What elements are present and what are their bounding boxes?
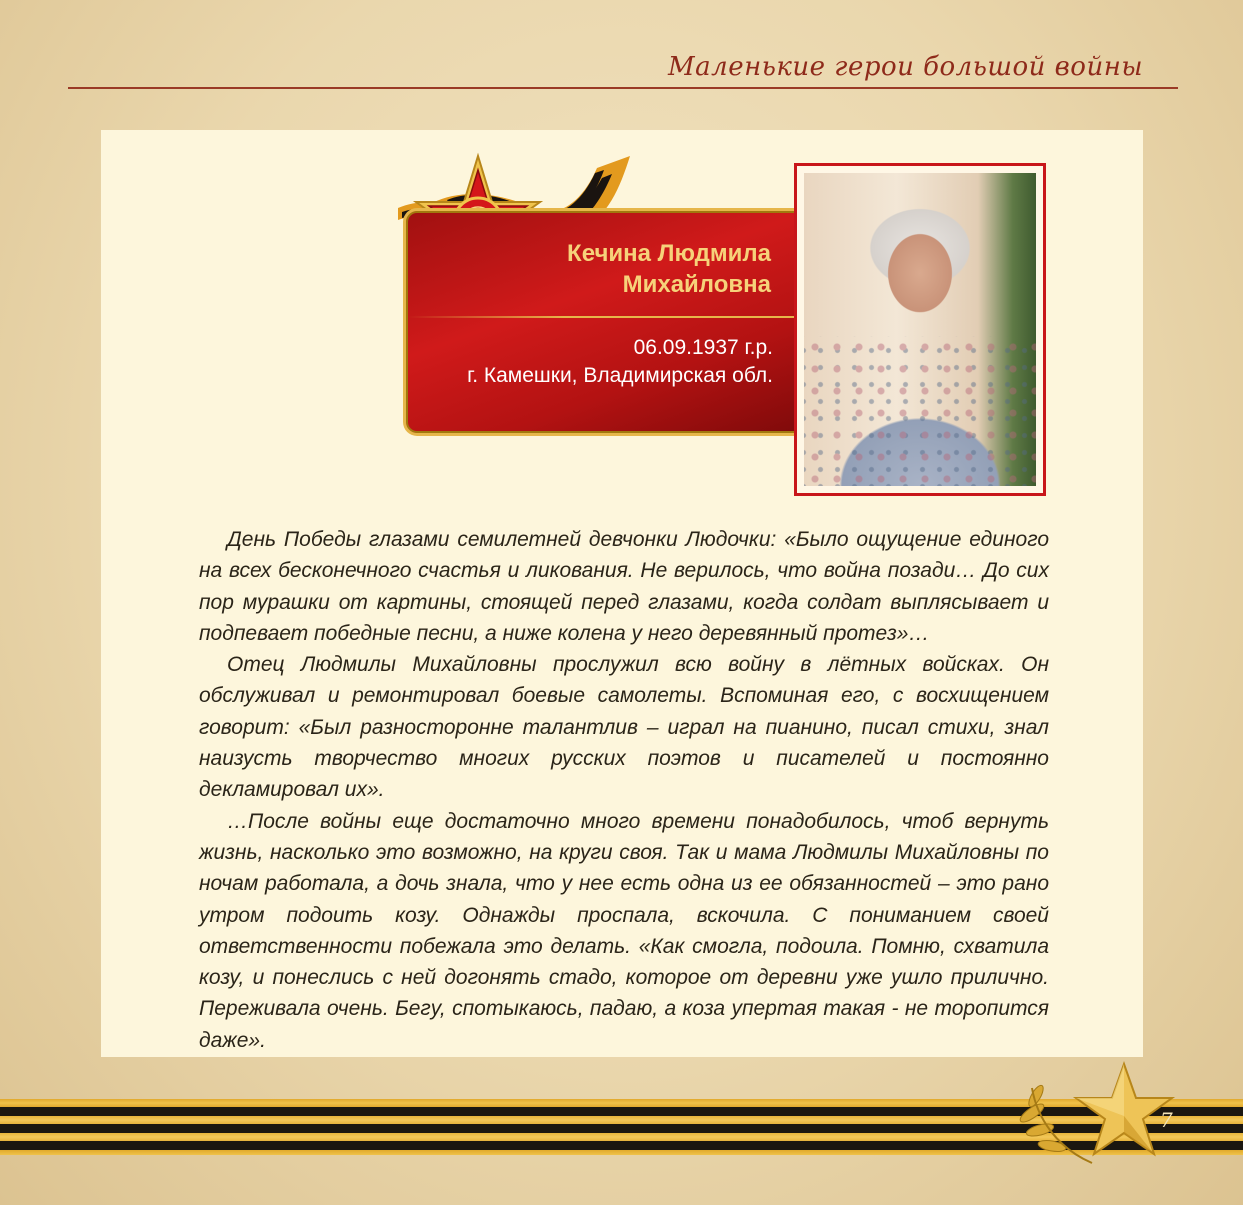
birth-date: 06.09.1937 г.р.	[633, 336, 773, 359]
paragraph-2: Отец Людмилы Михайловны прослужил всю войну в лётных войсках. Он обслуживал и ремонтировал боевые самолеты. Вспоминая его, с восхищением говорит: «Был разносторонне талантлив – играл на пианино, писал стихи, знал наизусть творчество многих русских поэтов и писателей и постоянно декламировал их».	[199, 653, 1049, 802]
floral-dress-pattern	[804, 336, 1036, 486]
header-rule	[68, 87, 1178, 89]
running-header-title: Маленькие герои большой войны	[668, 52, 1143, 82]
gold-star-with-laurel-icon	[1012, 1058, 1177, 1173]
person-name-line2: Михайловна	[622, 271, 771, 298]
paragraph-1: День Победы глазами семилетней девчонки Людочки: «Было ощущение единого на всех бесконечного счастья и ликования. Не верилось, что война позади… До сих пор мурашки от картины, стоящей перед глазами, когда солдат выплясывает и подпевает победные песни, а ниже колена у него деревянный протез»…	[199, 528, 1049, 645]
story-text	[199, 524, 1049, 1056]
person-name	[567, 238, 771, 300]
page-number: 7	[1160, 1108, 1173, 1132]
paragraph-3: …После войны еще достаточно много времени понадобилось, чтоб вернуть жизнь, насколько это возможно, на круги своя. Так и мама Людмилы Михайловны по ночам работала, а дочь знала, что у нее есть одна из ее обязанностей – это рано утром подоить козу. Однажды проспала, вскочила. С пониманием своей ответственности побежала это делать. «Как смогла, подоила. Помню, схватила козу, и понеслись с ней догонять стадо, которое от деревни уже ушло прилично. Переживала очень. Бегу, спотыкаюсь, падаю, а коза упертая такая - не торопится даже».	[199, 809, 1049, 1052]
person-name-line1: Кечина Людмила	[567, 240, 771, 267]
birth-place: г. Камешки, Владимирская обл.	[467, 364, 773, 387]
portrait-photo	[804, 173, 1036, 486]
plate-divider	[408, 316, 798, 318]
person-meta	[467, 334, 773, 390]
